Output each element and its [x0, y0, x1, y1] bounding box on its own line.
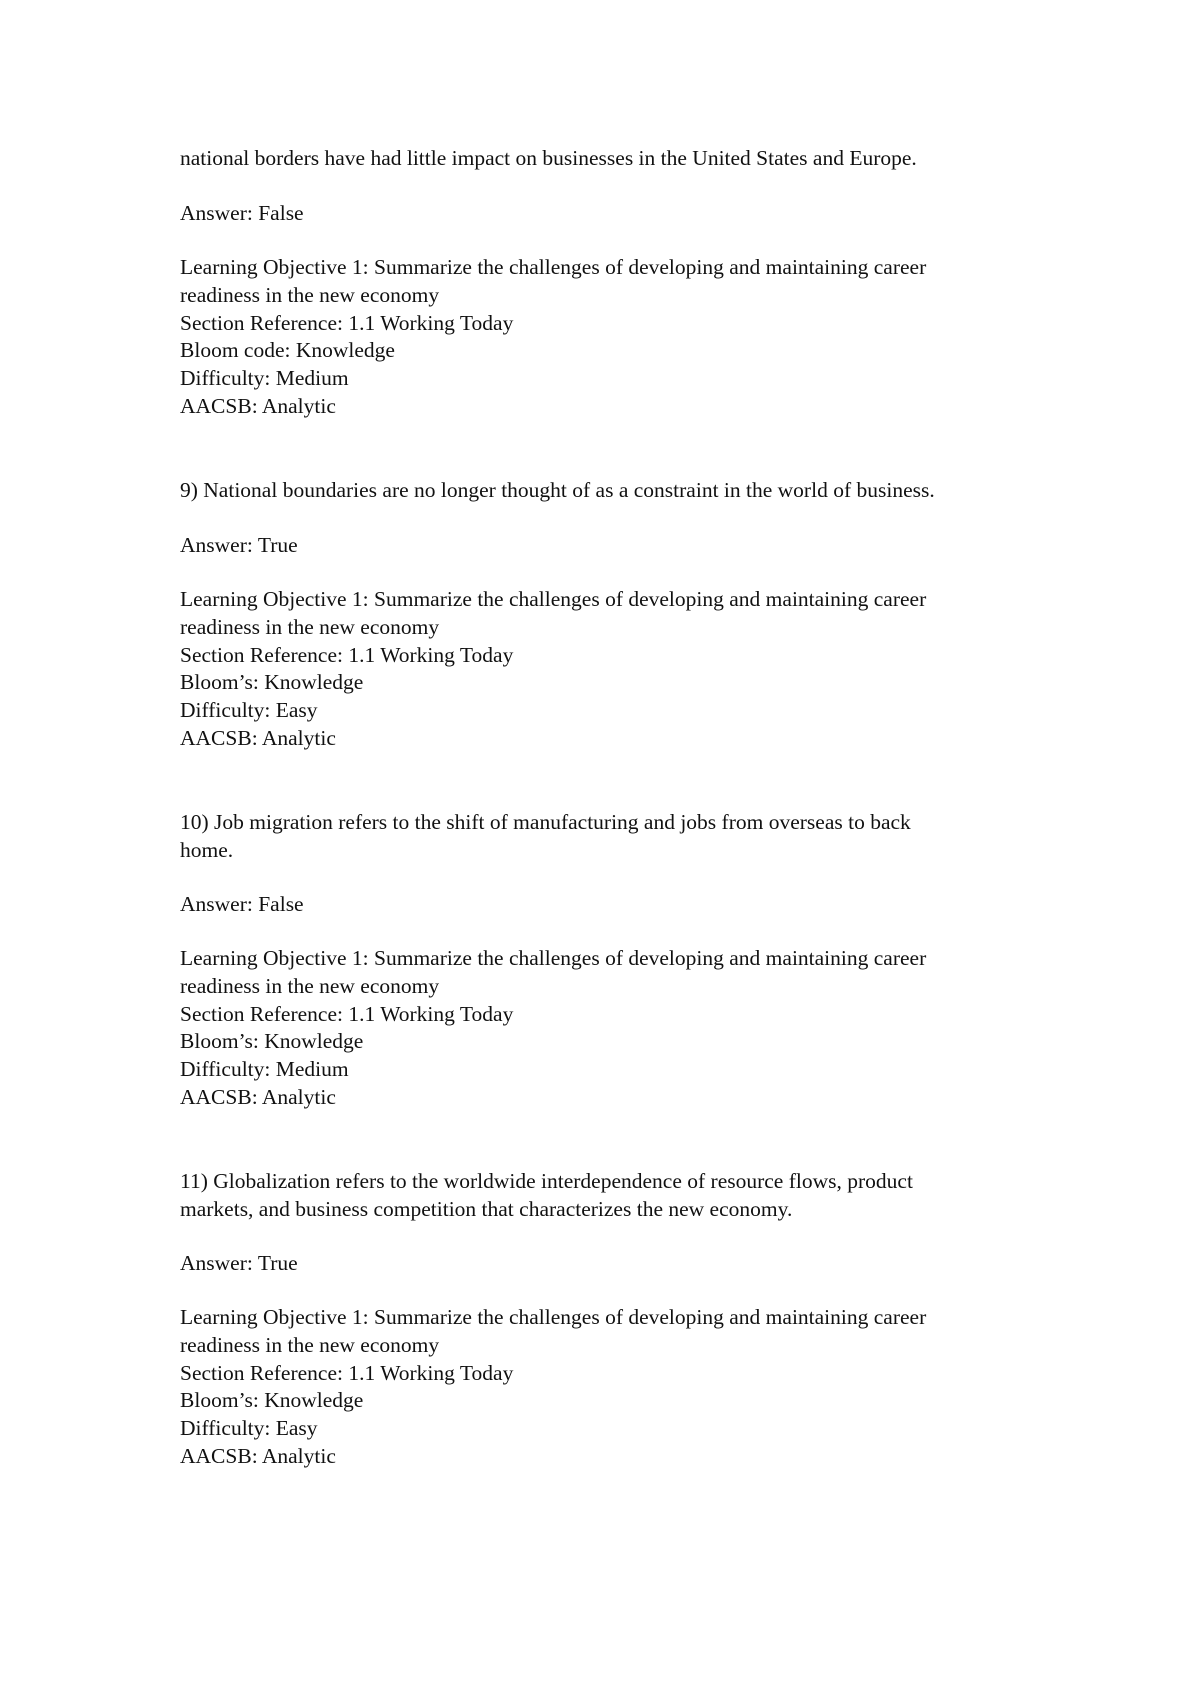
meta-line: AACSB: Analytic: [180, 725, 336, 750]
stem-line: 10) Job migration refers to the shift of manufacturing and jobs from overseas to back: [180, 810, 911, 834]
stem-line: 11) Globalization refers to the worldwide interdependence of resource flows, product: [180, 1169, 913, 1193]
meta-line: readiness in the new economy: [180, 973, 440, 998]
question-stem: [180, 1168, 1060, 1224]
question-meta: [180, 254, 1060, 421]
stem-line: 9) National boundaries are no longer thought of as a constraint in the world of business.: [180, 478, 935, 502]
answer: [180, 200, 1060, 228]
meta-line: Difficulty: Easy: [180, 698, 318, 723]
answer: [180, 1250, 1060, 1278]
question-stem: [180, 477, 1060, 505]
meta-line: Section Reference: 1.1 Working Today: [180, 642, 514, 667]
meta-line: Difficulty: Medium: [180, 366, 349, 391]
question-meta: [180, 945, 1060, 1112]
meta-line: AACSB: Analytic: [180, 1084, 336, 1109]
meta-line: Difficulty: Medium: [180, 1057, 349, 1082]
meta-line: readiness in the new economy: [180, 282, 440, 307]
meta-line: AACSB: Analytic: [180, 393, 336, 418]
meta-line: Learning Objective 1: Summarize the challenges of developing and maintaining career: [180, 946, 927, 970]
meta-line: Difficulty: Easy: [180, 1416, 318, 1441]
meta-line: Section Reference: 1.1 Working Today: [180, 310, 514, 335]
answer-line: Answer: False: [180, 201, 304, 225]
meta-line: Learning Objective 1: Summarize the challenges of developing and maintaining career: [180, 1305, 927, 1329]
meta-line: Bloom’s: Knowledge: [180, 670, 364, 695]
answer-line: Answer: True: [180, 533, 298, 557]
answer: [180, 532, 1060, 560]
meta-line: Learning Objective 1: Summarize the challenges of developing and maintaining career: [180, 587, 927, 611]
meta-line: Learning Objective 1: Summarize the challenges of developing and maintaining career: [180, 255, 927, 279]
meta-line: Bloom’s: Knowledge: [180, 1388, 364, 1413]
meta-line: Section Reference: 1.1 Working Today: [180, 1001, 514, 1026]
answer: [180, 891, 1060, 919]
question-stem: [180, 145, 1060, 173]
meta-line: Bloom’s: Knowledge: [180, 1029, 364, 1054]
meta-line: AACSB: Analytic: [180, 1443, 336, 1468]
meta-line: Bloom code: Knowledge: [180, 338, 395, 363]
meta-line: readiness in the new economy: [180, 614, 440, 639]
answer-line: Answer: False: [180, 892, 304, 916]
answer-line: Answer: True: [180, 1251, 298, 1275]
stem-line: national borders have had little impact on businesses in the United States and Europe.: [180, 146, 917, 170]
question-meta: [180, 586, 1060, 753]
stem-line: markets, and business competition that characterizes the new economy.: [180, 1196, 793, 1221]
meta-line: readiness in the new economy: [180, 1332, 440, 1357]
meta-line: Section Reference: 1.1 Working Today: [180, 1360, 514, 1385]
question-stem: [180, 809, 1060, 865]
question-meta: [180, 1304, 1060, 1471]
stem-line: home.: [180, 837, 234, 862]
